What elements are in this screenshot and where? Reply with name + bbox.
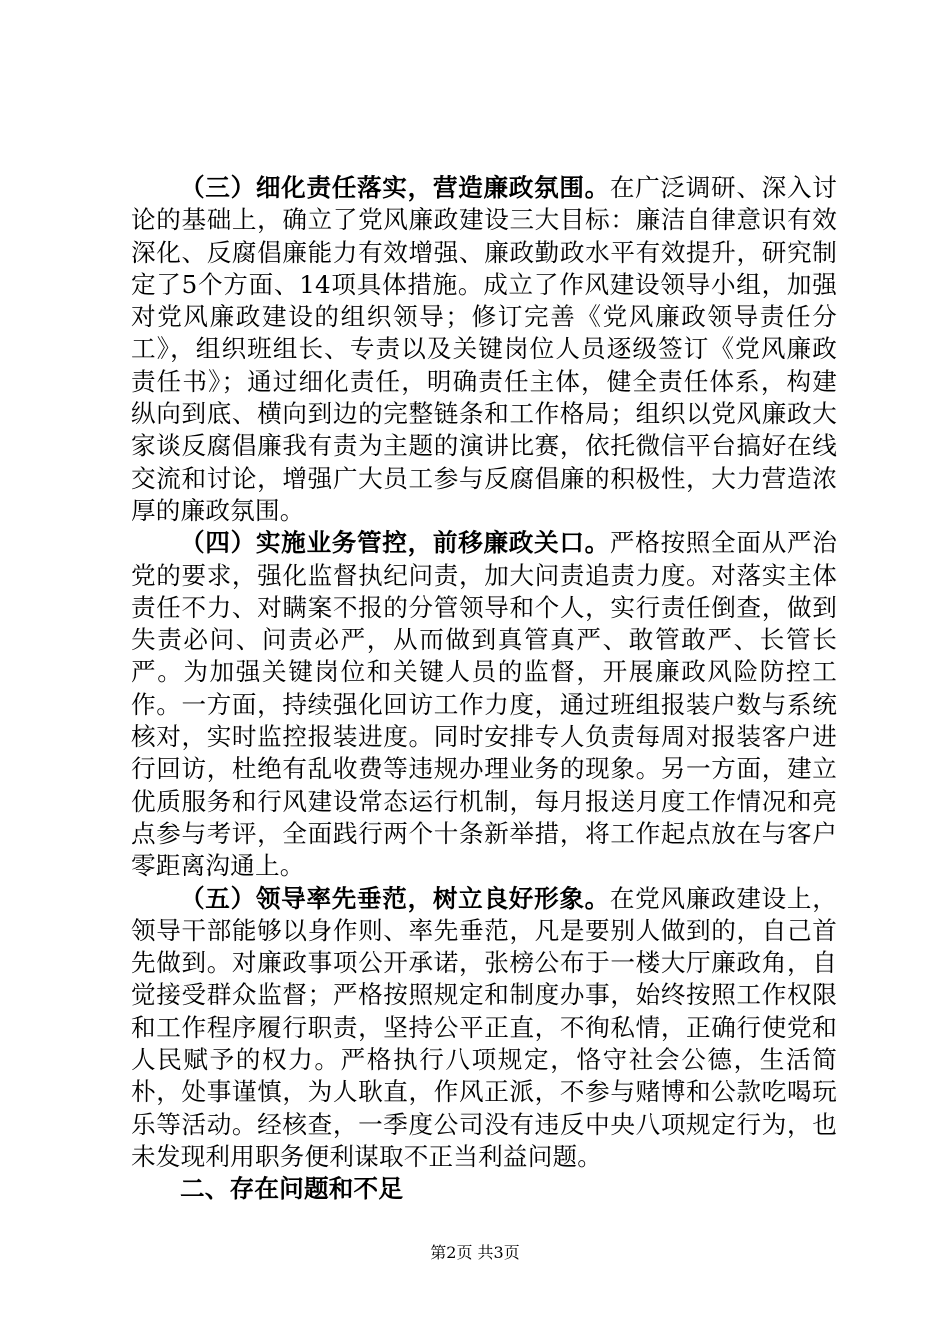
paragraph-5-lead: （五）领导率先垂范，树立良好形象。 [180,883,610,913]
section-heading: 二、存在问题和不足 [180,1174,404,1204]
paragraph-4-body: 严格按照全面从严治党的要求，强化监督执纪问责，加大问责追责力度。对落实主体责任不力、对瞒案不报的分管领导和个人，实行责任倒查，做到失责必问、问责必严，从而做到真管真严、敢管敢严、长管长严。为加强关键岗位和关键人员的监督，开展廉政风险防控工作。一方面，持续强化回访工作力度，通过班组报装户数与系统核对，实时监控报装进度。同时安排专人负责每周对报装客户进行回访，杜绝有乱收费等违规办理业务的现象。另一方面，建立优质服务和行风建设常态运行机制，每月报送月度工作情况和亮点参与考评，全面践行两个十条新举措，将工作起点放在与客户零距离沟通上。 [131,528,837,881]
paragraph-4-lead: （四）实施业务管控，前移廉政关口。 [180,528,610,558]
page-footer: 第2页 共3页 [430,1243,520,1262]
paragraph-5-body: 在党风廉政建设上，领导干部能够以身作则、率先垂范，凡是要别人做到的，自己首先做到。对廉政事项公开承诺，张榜公布于一楼大厅廉政角，自觉接受群众监督；严格按照规定和制度办事，始终按照工作权限和工作程序履行职责，坚持公平正直，不徇私情，正确行使党和人民赋予的权力。严格执行八项规定，恪守社会公德，生活简朴，处事谨慎，为人耿直，作风正派，不参与赌博和公款吃喝玩乐等活动。经核查，一季度公司没有违反中央八项规定行为，也未发现利用职务便利谋取不正当利益问题。 [131,883,837,1171]
paragraph-3 [131,172,837,527]
paragraph-3-body: 在广泛调研、深入讨论的基础上，确立了党风廉政建设三大目标：廉洁自律意识有效深化、反腐倡廉能力有效增强、廉政勤政水平有效提升，研究制定了5个方面、14项具体措施。成立了作风建设领导小组，加强对党风廉政建设的组织领导；修订完善《党风廉政领导责任分工》，组织班组长、专责以及关键岗位人员逐级签订《党风廉政责任书》；通过细化责任，明确责任主体，健全责任体系，构建纵向到底、横向到边的完整链条和工作格局；组织以党风廉政大家谈反腐倡廉我有责为主题的演讲比赛，依托微信平台搞好在线交流和讨论，增强广大员工参与反腐倡廉的积极性，大力营造浓厚的廉政氛围。 [131,173,837,525]
paragraph-4 [131,527,837,882]
paragraph-3-lead: （三）细化责任落实，营造廉政氛围。 [180,173,610,202]
document-body [131,172,837,1206]
paragraph-5 [131,883,837,1174]
